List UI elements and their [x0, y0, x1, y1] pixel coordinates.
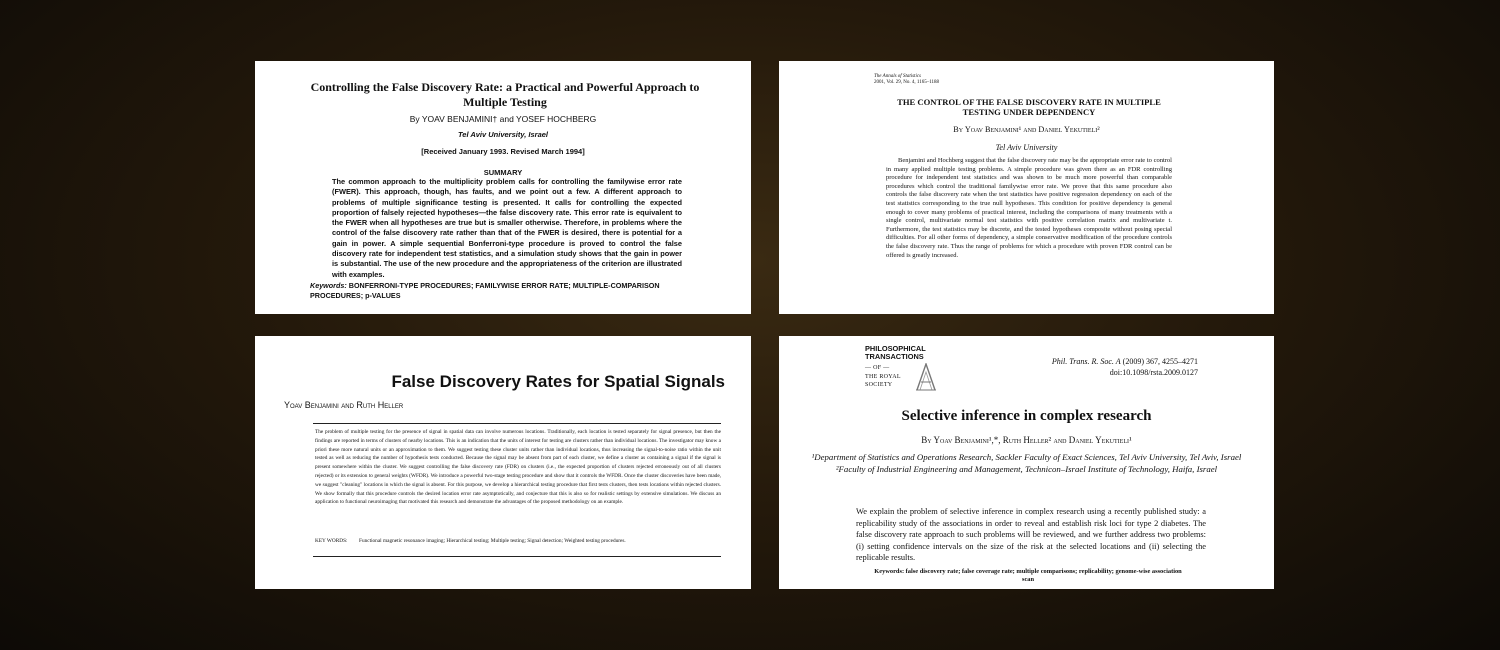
royal-society-a-icon: [915, 363, 937, 391]
paper-abstract: Benjamini and Hochberg suggest that the false discovery rate may be the appropriate error rate to control in many applied multiple testing problems. A simple procedure was given there as an FDR controlling procedure for independent test statistics and was shown to be much more powerful than comparable procedures which control the traditional familywise error rate. We prove that this same procedure also controls the false discovery rate when the test statistics have positive regression dependency on each of the test statistics corresponding to the true null hypotheses. This condition for positive dependency is general enough to cover many problems of practical interest, including the comparisons of many treatments with a single control, multivariate normal test statistics with positive correlation matrix and multivariate t. Furthermore, the test statistics may be discrete, and the tested hypotheses composite without posing special difficulties. For all other forms of dependency, a simple conservative modification of the procedure controls the false discovery rate. Thus the range of problems for which a procedure with proven FDR control can be offered is greatly increased.: [886, 157, 1172, 259]
journal-header: [874, 74, 939, 86]
royal-society-logo: [865, 345, 935, 393]
keywords-text: BONFERRONI-TYPE PROCEDURES; FAMILYWISE ERROR RATE; MULTIPLE-COMPARISON PROCEDURES; p-VALUES: [310, 281, 660, 300]
paper-fdr-benjamini-hochberg: [255, 61, 751, 314]
paper-received-date: [Received January 1993. Revised March 1994]: [421, 147, 585, 156]
paper-title: False Discovery Rates for Spatial Signals: [391, 372, 725, 391]
paper-affiliations: [779, 452, 1274, 475]
logo-line: PHILOSOPHICAL: [865, 344, 926, 353]
bottom-divider: [313, 556, 721, 557]
paper-authors: By Yoav Benjamini¹,*, Ruth Heller² and Daniel Yekutieli¹: [921, 435, 1132, 445]
summary-heading: SUMMARY: [483, 168, 523, 177]
paper-title: Controlling the False Discovery Rate: a Practical and Powerful Approach to Multiple Testing: [310, 80, 700, 109]
citation-journal: Phil. Trans. R. Soc. A: [1051, 357, 1121, 366]
keywords-label: KEY WORDS:: [315, 538, 348, 544]
affiliation-2: ²Faculty of Industrial Engineering and Management, Technicon–Israel Institute of Technology, Haifa, Israel: [835, 463, 1218, 474]
logo-line: SOCIETY: [865, 382, 893, 389]
paper-keywords: Keywords: false discovery rate; false coverage rate; multiple comparisons; replicability; genome-wise association scan: [874, 568, 1182, 583]
logo-line: — OF —: [865, 365, 890, 371]
paper-affiliation: Tel Aviv University, Israel: [457, 130, 549, 139]
keywords-text: Functional magnetic resonance imaging; Hierarchical testing; Multiple testing; Signal detection; Weighted testing procedures.: [359, 538, 626, 544]
paper-keywords: [310, 281, 700, 301]
logo-line: THE ROYAL: [865, 373, 901, 380]
paper-abstract: The common approach to the multiplicity problem calls for controlling the familywise error rate (FWER). This approach, though, has faults, and we point out a few. A different approach to problems of multiple significance testing is presented. It calls for controlling the expected proportion of falsely rejected hypotheses—the false discovery rate. This error rate is equivalent to the FWER when all hypotheses are true but is smaller otherwise. Therefore, in problems where the control of the false discovery rate rather than that of the FWER is desired, there is potential for a gain in power. A simple sequential Bonferroni-type procedure is proved to control the false discovery rate for independent test statistics, and a simulation study shows that the gain in power is substantial. The use of the new procedure and the appropriateness of the criterion are illustrated with examples.: [332, 177, 682, 279]
paper-keywords: [315, 537, 721, 545]
citation: [1052, 356, 1198, 378]
paper-abstract: We explain the problem of selective inference in complex research using a recently published study: a replicability study of the associations in order to reveal and establish risk loci for type 2 diabetes. The false discovery rate approach to such problems will be reviewed, and we further address two problems: (i) setting confidence intervals on the size of the risk at the selected locations and (ii) selecting the replicable results.: [856, 507, 1206, 563]
top-divider: [313, 423, 721, 424]
paper-title: THE CONTROL OF THE FALSE DISCOVERY RATE IN MULTIPLE TESTING UNDER DEPENDENCY: [897, 97, 1161, 117]
citation-volume: (2009) 367, 4255–4271: [1122, 357, 1198, 366]
paper-authors: Yoav Benjamini and Ruth Heller: [284, 400, 404, 410]
journal-volume: 2001, Vol. 29, No. 4, 1165–1188: [874, 80, 940, 85]
paper-authors: By Yoav Benjamini¹ and Daniel Yekutieli²: [953, 125, 1100, 134]
keywords-label: Keywords:: [310, 281, 347, 290]
paper-fdr-spatial-signals: [255, 336, 751, 589]
paper-fdr-under-dependency: [779, 61, 1274, 314]
citation-doi: doi:10.1098/rsta.2009.0127: [1109, 368, 1198, 377]
paper-abstract: The problem of multiple testing for the presence of signal in spatial data can involve numerous locations. Traditionally, each location is tested separately for signal presence, but then the findings are reported in terms of clusters of nearby locations. This is an indication that the units of interest for testing are clusters rather than individual locations. The investigator may know a priori these more natural units or an approximation to them. We suggest testing these cluster units rather than individual locations, thus increasing the signal-to-noise ratio within the unit tested as well as reducing the number of hypothesis tests conducted. Because the signal may be absent from part of each cluster, we define a cluster as containing a signal if the signal is present somewhere within the cluster. We suggest controlling the false discovery rate (FDR) on clusters (i.e., the expected proportion of clusters rejected erroneously out of all clusters rejected) or its extension to general weights (WFDR). We introduce a powerful two-stage testing procedure and show that it controls the WFDR. Once the cluster discoveries have been made, we suggest "cleaning" locations in which the signal is absent. For this purpose, we develop a hierarchical testing procedure that first tests clusters, then tests locations within rejected clusters. We show formally that this procedure controls the desired location error rate asymptotically, and conjecture that this is also so for realistic settings by extensive simulations. We discuss an application to functional neuroimaging that motivated this research and demonstrate the advantages of the proposed methodology on an example.: [315, 429, 721, 506]
paper-selective-inference: [779, 336, 1274, 589]
paper-affiliation: Tel Aviv University: [995, 143, 1058, 152]
logo-line: TRANSACTIONS: [865, 352, 924, 361]
paper-authors: By YOAV BENJAMINI† and YOSEF HOCHBERG: [409, 114, 597, 124]
affiliation-1: ¹Department of Statistics and Operations Research, Sackler Faculty of Exact Sciences, Tel Aviv University, Tel Aviv, Israel: [811, 452, 1242, 462]
journal-name: The Annals of Statistics: [874, 74, 921, 79]
paper-title: Selective inference in complex research: [901, 408, 1152, 424]
